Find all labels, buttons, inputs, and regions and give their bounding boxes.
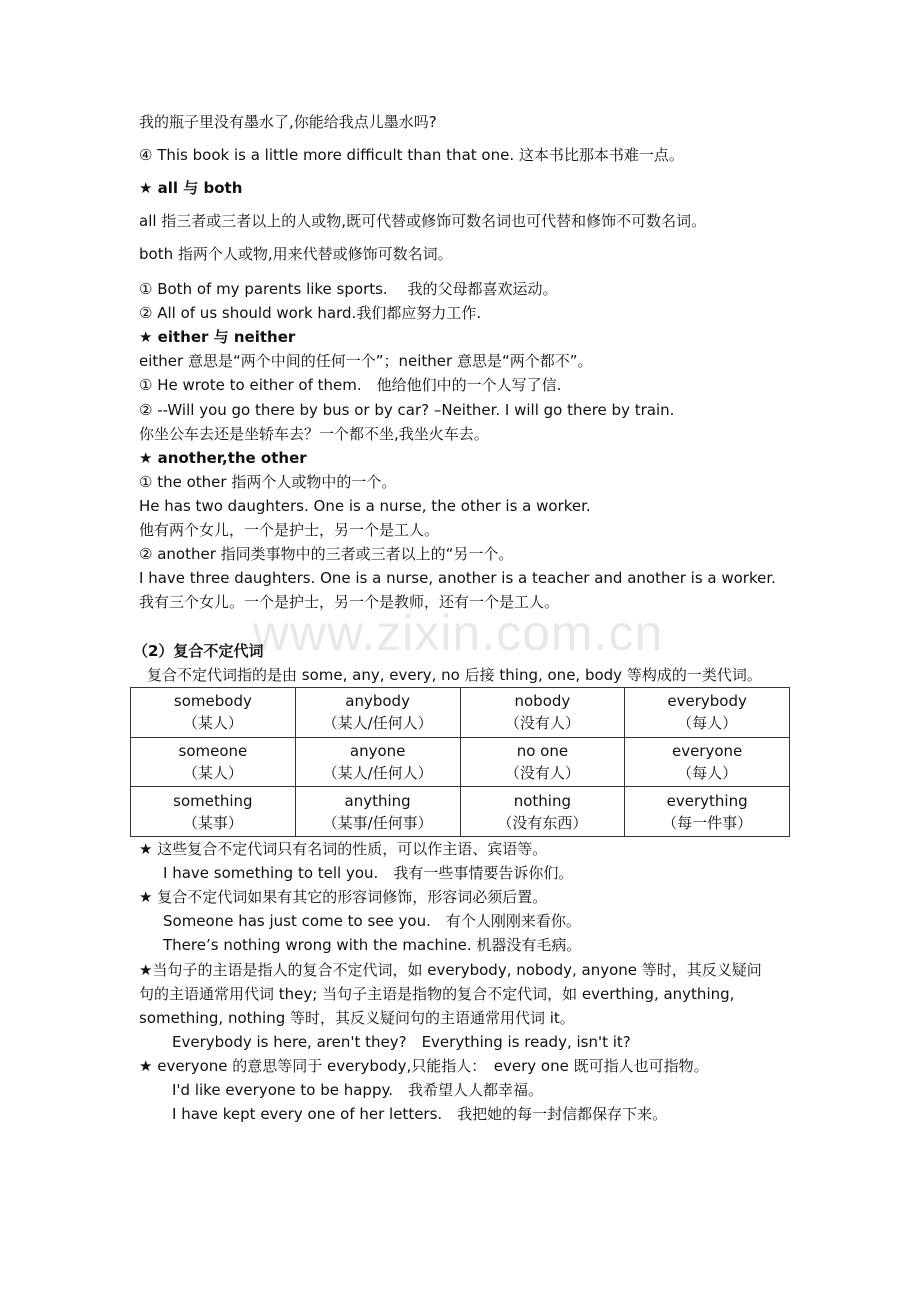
cell-word: everyone	[671, 741, 743, 760]
watermark: www.zixin.com.cn	[252, 605, 664, 661]
table-cell	[460, 688, 625, 738]
pronoun-table	[130, 687, 790, 837]
text-line: ① the other 指两个人或物中的一个。	[139, 473, 397, 491]
cell-meaning: （某人）	[182, 763, 243, 782]
cell-meaning: （某事/任何事）	[322, 813, 433, 832]
table-cell	[625, 787, 790, 837]
note-line: ★ 复合不定代词如果有其它的形容词修饰，形容词必须后置。	[139, 888, 548, 906]
cell-word: someone	[178, 741, 248, 760]
text-line: ④ This book is a little more difficult than that one. 这本书比那本书难一点。	[139, 146, 684, 164]
text-line: 你坐公车去还是坐轿车去？一个都不坐,我坐火车去。	[139, 425, 489, 443]
note-line: ★ everyone 的意思等同于 everybody,只能指人： every one 既可指人也可指物。	[139, 1057, 709, 1075]
note-line: ★ 这些复合不定代词只有名词的性质，可以作主语、宾语等。	[139, 840, 548, 858]
example-line: I have something to tell you. 我有一些事情要告诉你们。	[163, 864, 574, 882]
cell-meaning: （某人）	[182, 714, 243, 733]
table-row	[131, 737, 790, 787]
cell-meaning: （没有人）	[504, 763, 580, 782]
table-cell	[295, 737, 460, 787]
cell-meaning: （某人/任何人）	[322, 763, 433, 782]
text-line: ② --Will you go there by bus or by car? –Neither. I will go there by train.	[139, 401, 675, 419]
cell-word: somebody	[173, 692, 252, 711]
table-cell	[295, 787, 460, 837]
table-cell	[460, 737, 625, 787]
example-line: I'd like everyone to be happy. 我希望人人都幸福。	[172, 1081, 543, 1099]
section-heading-compound: （2）复合不定代词	[133, 642, 264, 660]
table-row	[131, 688, 790, 738]
text-line: I have three daughters. One is a nurse, another is a teacher and another is a worker.	[139, 569, 776, 587]
text-line: ② All of us should work hard.我们都应努力工作.	[139, 304, 482, 322]
text-line: 复合不定代词指的是由 some, any, every, no 后接 thing, one, body 等构成的一类代词。	[147, 666, 762, 684]
table-row	[131, 787, 790, 837]
cell-word: something	[173, 791, 253, 810]
example-line: There’s nothing wrong with the machine. 机器没有毛病。	[163, 936, 582, 954]
cell-word: nobody	[514, 692, 571, 711]
cell-word: anybody	[345, 692, 410, 711]
text-line: all 指三者或三者以上的人或物,既可代替或修饰可数名词也可代替和修饰不可数名词。	[139, 212, 707, 230]
note-line: ★当句子的主语是指人的复合不定代词，如 everybody, nobody, anyone 等时，其反义疑问	[139, 961, 762, 979]
example-line: Everybody is here, aren't they? Everything is ready, isn't it?	[172, 1033, 631, 1051]
table-cell	[131, 688, 296, 738]
text-line: 我的瓶子里没有墨水了,你能给我点儿墨水吗?	[139, 113, 437, 131]
note-line: something, nothing 等时，其反义疑问句的主语通常用代词 it。	[139, 1009, 575, 1027]
text-line: 他有两个女儿，一个是护士，另一个是工人。	[139, 521, 440, 539]
table-cell	[460, 787, 625, 837]
example-line: Someone has just come to see you. 有个人刚刚来看你。	[163, 912, 581, 930]
text-line: ① He wrote to either of them. 他给他们中的一个人写了信.	[139, 376, 562, 394]
table-cell	[131, 737, 296, 787]
cell-word: anyone	[349, 741, 406, 760]
cell-meaning: （每人）	[677, 763, 738, 782]
cell-word: anything	[344, 791, 411, 810]
section-heading-all-both: ★ all 与 both	[139, 179, 243, 197]
table-cell	[131, 787, 296, 837]
cell-meaning: （没有东西）	[497, 813, 588, 832]
cell-meaning: （没有人）	[504, 714, 580, 733]
cell-meaning: （某事）	[182, 813, 243, 832]
cell-meaning: （每一件事）	[662, 813, 753, 832]
cell-word: everything	[666, 791, 748, 810]
cell-word: everybody	[667, 692, 747, 711]
table-cell	[625, 737, 790, 787]
cell-meaning: （某人/任何人）	[322, 714, 433, 733]
example-line: I have kept every one of her letters. 我把她的每一封信都保存下来。	[172, 1105, 668, 1123]
note-line: 句的主语通常用代词 they; 当句子主语是指物的复合不定代词，如 everthing, anything,	[139, 985, 735, 1003]
text-line: both 指两个人或物,用来代替或修饰可数名词。	[139, 245, 453, 263]
text-line: 我有三个女儿。一个是护士，另一个是教师，还有一个是工人。	[139, 593, 560, 611]
section-heading-another: ★ another,the other	[139, 449, 307, 467]
cell-word: nothing	[513, 791, 572, 810]
text-line: ① Both of my parents like sports. 我的父母都喜欢运动。	[139, 280, 558, 298]
section-heading-either-neither: ★ either 与 neither	[139, 328, 296, 346]
text-line: either 意思是“两个中间的任何一个”；neither 意思是“两个都不”。	[139, 352, 593, 370]
table-cell	[625, 688, 790, 738]
table-cell	[295, 688, 460, 738]
cell-meaning: （每人）	[677, 714, 738, 733]
cell-word: no one	[516, 741, 569, 760]
text-line: ② another 指同类事物中的三者或三者以上的“另一个。	[139, 545, 514, 563]
text-line: He has two daughters. One is a nurse, the other is a worker.	[139, 497, 591, 515]
